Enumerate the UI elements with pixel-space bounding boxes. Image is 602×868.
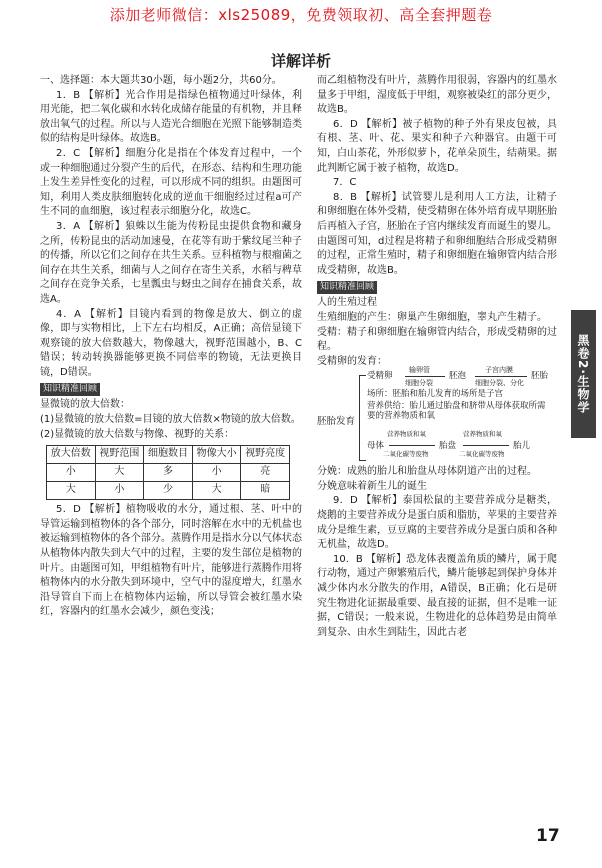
kp2-title: 人的生殖过程 xyxy=(317,297,377,309)
side-tab: 黑卷2·生物学 xyxy=(571,310,596,438)
arrow-line xyxy=(463,445,509,446)
diagram-node-embryo: 胚胎 xyxy=(531,371,549,382)
table-row xyxy=(47,464,290,482)
right-column xyxy=(317,74,557,640)
table-cell: 大 xyxy=(95,464,144,482)
knowledge-badge xyxy=(40,383,100,396)
diagram-bracket xyxy=(359,375,366,461)
diagram-label-endometrium: 子宫内膜 xyxy=(485,366,513,375)
table-cell: 小 xyxy=(47,464,96,482)
table-cell: 大 xyxy=(192,482,241,500)
kp2-mark: 分娩意味着新生儿的诞生 xyxy=(317,480,427,492)
knowledge-badge-label: 知识精准回顾 xyxy=(43,384,98,395)
section-heading: 一、选择题：本大题共30小题，每小题2分，共60分。 xyxy=(40,75,282,86)
table-header: 物像大小 xyxy=(192,446,241,464)
table-cell: 小 xyxy=(192,464,241,482)
answer-q9: 9．D 【解析】泰国松鼠的主要营养成分是糖类，烧鹅的主要营养成分是蛋白质和脂肪，苹果的主要营养成分是维生素，豆豆腐的主要营养成分是蛋白质和各种无机盐，故选D。 xyxy=(317,495,557,551)
table-header: 细胞数目 xyxy=(144,446,193,464)
kp1-item: (1)显微镜的放大倍数=目镜的放大倍数×物镜的放大倍数。 xyxy=(40,414,301,426)
kp1-title: 显微镜的放大倍数： xyxy=(40,399,130,411)
diagram-label-waste: 二氧化碳等废物 xyxy=(383,450,429,459)
answer-q2: 2．C 【解析】细胞分化是指在个体发育过程中，一个或一种细胞通过分裂产生的后代，在形态、结构和生理功能上发生差异性变化的过程，可以形成不同的组织。由题图可知，利用人类皮肤细胞转化成的逆血干细胞经过过程a可产生不同的血细胞，该过程表示细胞分化，故选C。 xyxy=(40,147,302,218)
development-diagram xyxy=(317,366,557,465)
kp2-line1: 生殖细胞的产生：卵巢产生卵细胞，睾丸产生精子。 xyxy=(317,311,547,323)
diagram-label-nutrients-2: 营养物质和氧 xyxy=(463,430,502,439)
answer-q6: 6．D 【解析】被子植物的种子外有果皮包被，具有根、茎、叶、花、果实和种子六种器官。由题干可知，白山茶花，外形似萝卜，花单朵顶生，结蒴果。据此判断它属于被子植物，故选D。 xyxy=(317,118,557,174)
answer-q10: 10．B 【解析】恐龙体表覆盖角质的鳞片，属于爬行动物，通过产卵繁殖后代，鳞片能够起到保护身体并减少体内水分散失的作用，A错误，B正确；化石是研究生物进化证据最重要、最直接的证据，但不是唯一证据，C错误；一般来说，生物进化的总体趋势是由简单到复杂、由水生到陆生，因此古老 xyxy=(317,553,557,638)
table-header: 视野亮度 xyxy=(241,446,290,464)
knowledge-badge-label: 知识精准回顾 xyxy=(320,282,375,293)
table-cell: 大 xyxy=(47,482,96,500)
diagram-mother: 母体 xyxy=(367,441,385,452)
diagram-label-differentiation: 细胞分裂、分化 xyxy=(475,379,524,388)
arrow-line xyxy=(389,445,435,446)
table-header: 放大倍数 xyxy=(47,446,96,464)
knowledge-badge xyxy=(317,281,377,294)
diagram-note-site: 场所：胚胎和胎儿发育的场所是子宫 xyxy=(367,389,504,400)
answer-q7: 7．C xyxy=(333,177,357,189)
diagram-node-blastocyst: 胚泡 xyxy=(449,371,467,382)
magnification-table xyxy=(46,445,290,500)
table-header: 视野范围 xyxy=(95,446,144,464)
kp2-line2: 受精：精子和卵细胞在输卵管内结合，形成受精卵的过程。 xyxy=(317,326,557,353)
arrow-line xyxy=(405,376,445,377)
kp1-item2: (2)显微镜的放大倍数与物像、视野的关系： xyxy=(40,428,235,440)
diagram-label-waste-2: 二氧化碳等废物 xyxy=(459,450,505,459)
left-column xyxy=(40,74,302,620)
answer-q3: 3．A 【解析】狼蛛以生能为传粉昆虫提供食物和藏身之所，传粉昆虫的活动加速曼，在花等有助于紫纹尾兰种子的传播，所以它们之间存在共生关系。豆科植物与根瘤菌之间存在共生关系，细菌与人之间存在寄生关系，水稻与稗草之间存在竞争关系，七星瓢虫与蚜虫之间存在捕食关系，故选A。 xyxy=(40,220,302,305)
answer-q4: 4．A 【解析】目镜内看到的物像是放大、倒立的虚像，即与实物相比，上下左右均相反，A正确；高倍显镜下观察镜的放大倍数越大，物像越大，视野范围越小，B、C错误；转动转换器能够更换不同倍率的物镜，无法更换目镜，D错误。 xyxy=(40,308,302,378)
page-number: 17 xyxy=(536,826,560,846)
diagram-label-nutrients: 营养物质和氧 xyxy=(387,430,426,439)
answer-q8: 8．B 【解析】试管婴儿是利用人工方法，让精子和卵细胞在体外受精，使受精卵在体外培育成早期胚胎后再植入子宫，胚胎在子宫内继续发育而诞生的婴儿。由题图可知，d过程是将精子和卵细胞结合形成受精卵的过程，正常生殖时，精子和卵细胞在输卵管内结合形成受精卵，故选B。 xyxy=(317,191,557,276)
arrow-line xyxy=(475,376,527,377)
table-cell: 亮 xyxy=(241,464,290,482)
kp2-delivery: 分娩：成熟的胎儿和胎盘从母体阴道产出的过程。 xyxy=(317,466,537,478)
diagram-node-fertilized-egg: 受精卵 xyxy=(367,371,393,382)
diagram-placenta: 胎盘 xyxy=(439,441,457,452)
diagram-fetus: 胎儿 xyxy=(513,441,531,452)
table-row xyxy=(47,482,290,500)
table-cell: 少 xyxy=(144,482,193,500)
answer-q5-continued: 而乙组植物没有叶片，蒸腾作用很弱，容器内的红墨水量多于甲组，湿度低于甲组，观察被染红的部分更少，故选B。 xyxy=(317,75,557,116)
table-header-row xyxy=(47,446,290,464)
diagram-label-division: 细胞分裂 xyxy=(405,379,433,388)
diagram-root: 胚胎发育 xyxy=(317,416,356,428)
answer-q1: 1．B 【解析】光合作用是指绿色植物通过叶绿体，利用光能，把二氧化碳和水转化成储存能量的有机物，并且释放出氧气的过程。所以与人造光合细胞在光照下能够制造类似的结构是叶绿体。故选B。 xyxy=(40,89,302,145)
kp2-line3: 受精卵的发育： xyxy=(317,355,387,367)
table-cell: 多 xyxy=(144,464,193,482)
table-cell: 小 xyxy=(95,482,144,500)
answer-q5: 5．D 【解析】植物吸收的水分，通过根、茎、叶中的导管运输到植物体的各个部分，同时溶解在水中的无机盐也被运输到植物体的各个部分。蒸腾作用是指水分以气体状态从植物体内散失到大气中的过程，主要的发生部位是植物的叶片。由题图可知，甲组植物有叶片，能够进行蒸腾作用将植物体内的水分散失到环境中，空气中的湿度增大，红墨水沿导管自下而上在植物体内运输，所以导管会被红墨水染红，容器内的红墨水会减少，颜色变浅； xyxy=(40,504,302,618)
page-title: 详解详析 xyxy=(270,52,331,70)
diagram-label-oviduct: 输卵管 xyxy=(409,366,430,375)
diagram-note-nutrition: 营养供给：胎儿通过胎盘和脐带从母体获取所需要的营养物质和氧 xyxy=(367,401,546,422)
promo-banner: 添加老师微信：xls25089，免费领取初、高全套押题卷 xyxy=(109,6,493,24)
table-cell: 暗 xyxy=(241,482,290,500)
